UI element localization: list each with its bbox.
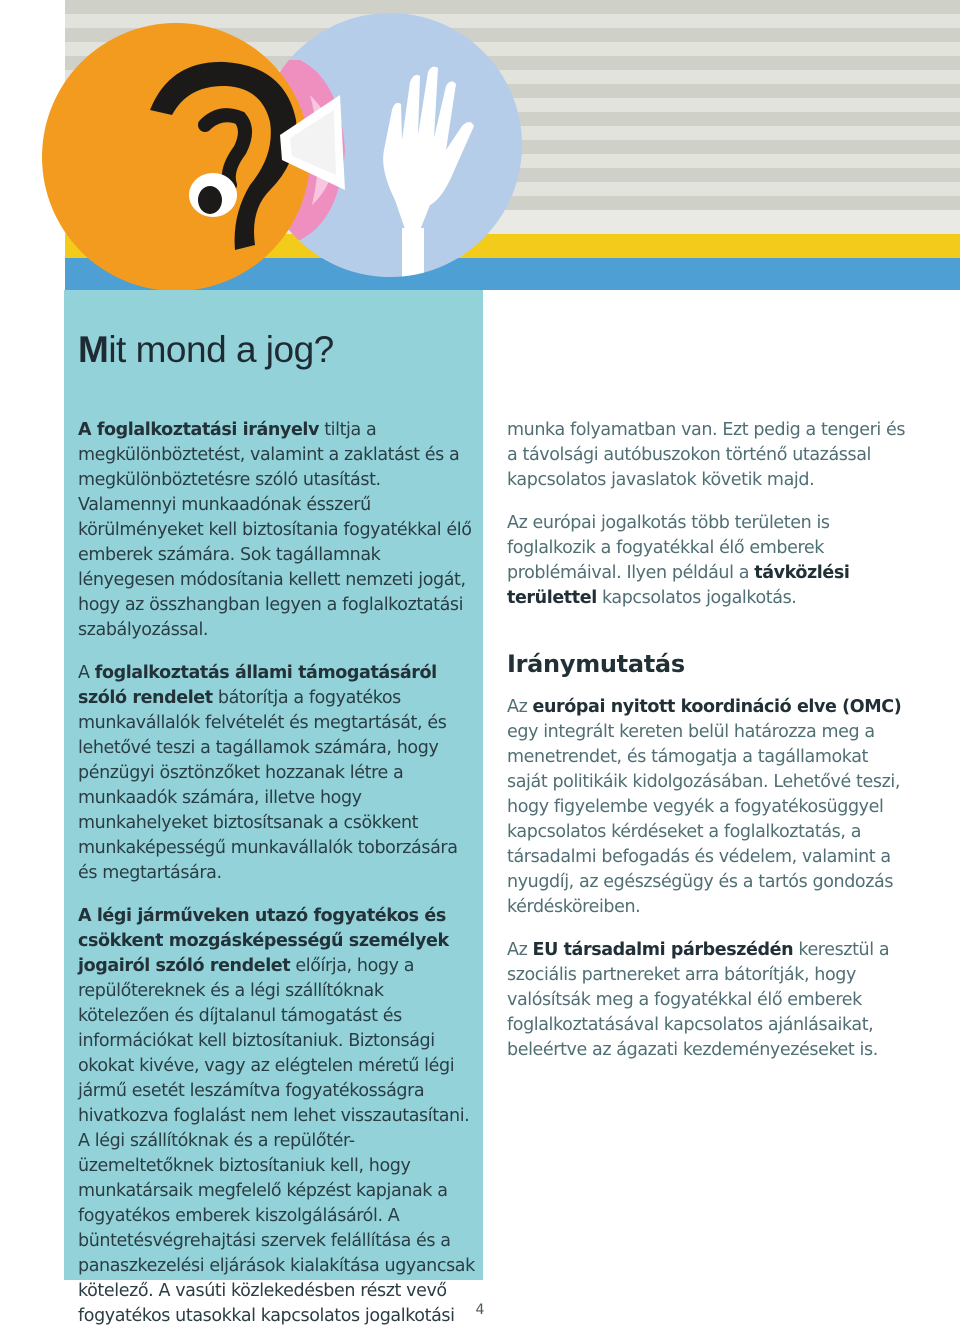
paragraph-text: A bbox=[78, 663, 95, 683]
paragraph-text: bátorítja a fogyatékos munkavállalók felvételét és megtartását, és lehetővé teszi a tagállamok számára, hogy pénzügyi ösztönzőket hozzanak létre a munkaadók számára, illetve hogy munkahelyeket biztosítsanak a csökkent munkaképességű munkavállalók toborzására és megtartására. bbox=[78, 688, 458, 883]
bold-term: távközlési területtel bbox=[507, 563, 850, 608]
paragraph-text: Az bbox=[507, 697, 533, 717]
paragraph-omc bbox=[507, 695, 907, 920]
bold-term: európai nyitott koordináció elve (OMC) bbox=[532, 697, 902, 717]
bold-term: EU társadalmi párbeszédén bbox=[532, 940, 794, 960]
title-rest: it mond a jog? bbox=[108, 329, 334, 370]
paragraph-text: keresztül a szociális partnereket arra bátorítják, hogy valósítsák meg a fogyatékkal élő emberek foglalkoztatásával kapcsolatos ajánlásaikat, beleértve az ágazati kezdeményezéseket is. bbox=[507, 940, 890, 1060]
left-column bbox=[78, 418, 478, 1329]
paragraph-continued: munka folyamatban van. Ezt pedig a tengeri és a távolsági autóbuszokon történő utazással kapcsolatos javaslatok követik majd. bbox=[507, 420, 906, 490]
page-title bbox=[78, 324, 334, 376]
paragraph-state-aid bbox=[78, 661, 478, 886]
paragraph-telecom bbox=[507, 511, 907, 611]
paragraph-text: egy integrált kereten belül határozza meg a menetrendet, és támogatja a tagállamokat saját politikáik kidolgozásában. Lehetővé teszi, hogy figyelembe vegyék a fogyatékosüggyel kapcsolatos kérdéseket a foglalkoztatás, a társadalmi befogadás és védelem, valamint a nyugdíj, az egészségügy és a tartós gondozás kérdésköreiben. bbox=[507, 722, 900, 917]
paragraph-text: Az európai jogalkotás több területen is foglalkozik a fogyatékkal élő emberek problémáival. Ilyen például a bbox=[507, 513, 830, 583]
paragraph-employment-directive bbox=[78, 418, 478, 643]
title-initial: M bbox=[78, 329, 109, 370]
paragraph-social-dialogue bbox=[507, 938, 907, 1063]
paragraph-air-passengers bbox=[78, 904, 478, 1329]
paragraph-text: Az bbox=[507, 940, 533, 960]
bold-term: A légi járműveken utazó fogyatékos és csökkent mozgásképességű személyek jogairól szóló rendelet bbox=[78, 906, 449, 976]
bold-term: A foglalkoztatási irányelv bbox=[78, 420, 320, 440]
ear-and-hand-icon bbox=[0, 0, 960, 300]
bold-term: foglalkoztatás állami támogatásáról szóló rendelet bbox=[78, 663, 437, 708]
paragraph-text: tiltja a megkülönböztetést, valamint a zaklatást és a megkülönböztetésre szóló utasítást. Valamennyi munkaadónak ésszerű körülményeket kell biztosítania fogyatékkal élő emberek számára. Sok tagállamnak lényegesen módosítania kellett nemzeti jogát, hogy az összhangban legyen a foglalkoztatási szabályozással. bbox=[78, 420, 472, 640]
paragraph-text: kapcsolatos jogalkotás. bbox=[596, 588, 797, 608]
section-heading: Iránymutatás bbox=[507, 650, 685, 678]
page-number: 4 bbox=[475, 1302, 485, 1318]
paragraph-text: előírja, hogy a repülőtereknek és a légi szállítóknak kötelezően és díjtalanul támogatást és információkat kell biztosítaniuk. Biztonsági okokat kivéve, vagy az elégtelen méretű légi jármű esetét leszámítva fogyatékosságra hivatkozva foglalást nem lehet visszautasítani. A légi szállítóknak és a repülőtér-üzemeltetőknek biztosítaniuk kell, hogy munkatársaik megfelelő képzést kapjanak a fogyatékos emberek kiszolgálásáról. A büntetésvégrehajtási szervek felállítása és a panaszkezelési eljárások kialakítása ugyancsak kötelező. A vasúti közlekedésben részt vevő fogyatékos utasokkal kapcsolatos jogalkotási bbox=[78, 956, 475, 1326]
right-column bbox=[507, 418, 907, 1063]
